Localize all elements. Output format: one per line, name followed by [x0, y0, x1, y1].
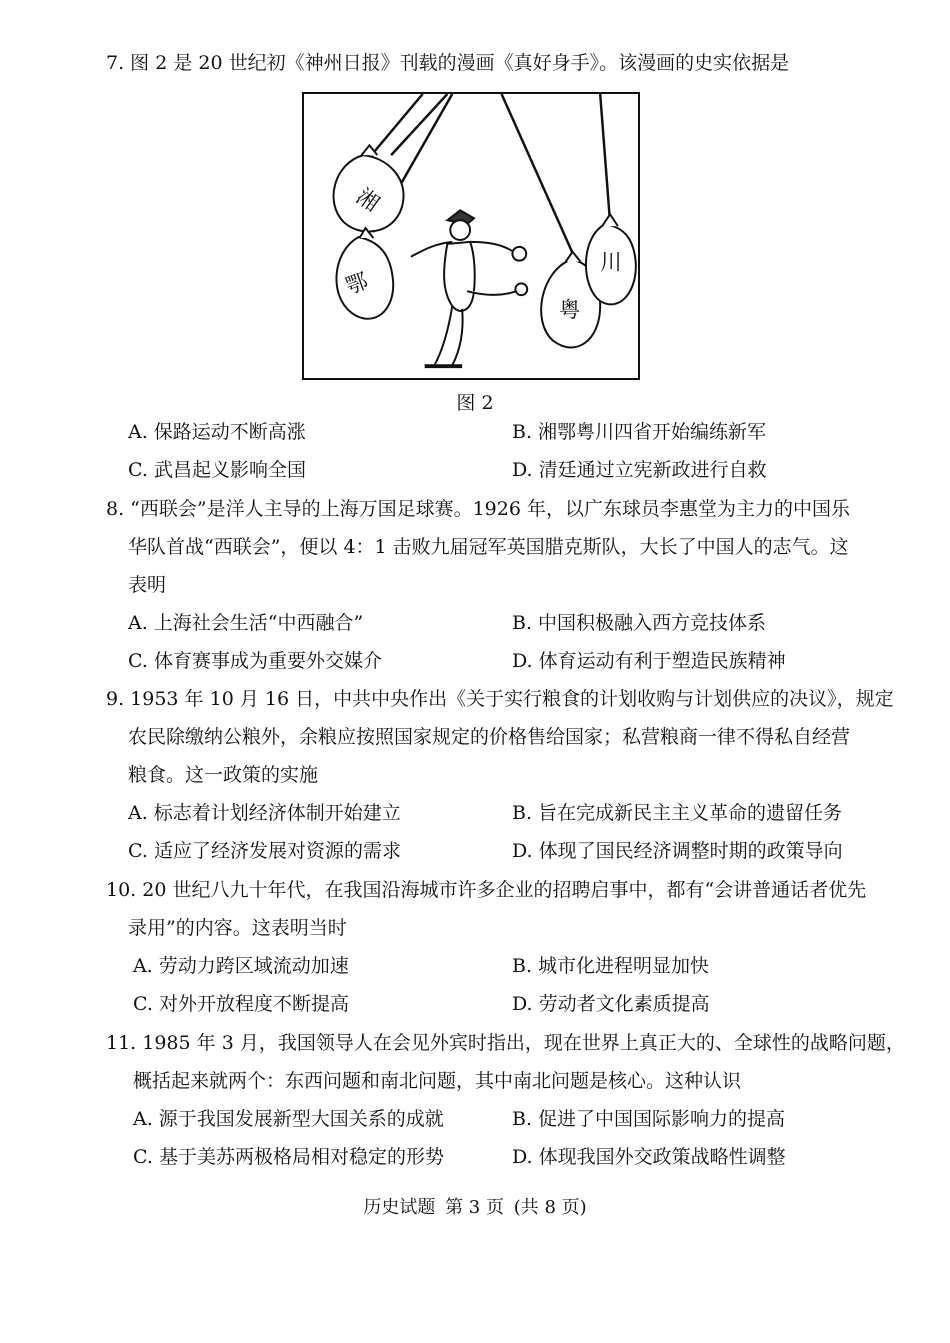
string-yue: [502, 94, 576, 260]
question-8-option-b: B. 中国积极融入西方竞技体系: [512, 612, 767, 634]
question-7-option-a: A. 保路运动不断高涨: [128, 421, 306, 443]
question-8-option-c: C. 体育赛事成为重要外交媒介: [128, 650, 382, 672]
question-11-option-c: C. 基于美苏两极格局相对稳定的形势: [133, 1146, 444, 1168]
question-11-option-d: D. 体现我国外交政策战略性调整: [512, 1146, 786, 1168]
question-8-stem-line-3: 表明: [128, 574, 167, 596]
question-7-stem: 7. 图 2 是 20 世纪初《神州日报》刊载的漫画《真好身手》。该漫画的史实依据是: [106, 52, 790, 74]
question-9-stem-line-1: 9. 1953 年 10 月 16 日，中共中央作出《关于实行粮食的计划收购与计划供应的决议》，规定: [106, 688, 894, 710]
question-11-option-b: B. 促进了中国国际影响力的提高: [512, 1108, 786, 1130]
bag-label-e: 鄂: [342, 268, 372, 300]
footer-total: (共 8 页): [513, 1197, 587, 1218]
question-11-stem-line-1: 11. 1985 年 3 月，我国领导人在会见外宾时指出，现在世界上真正大的、全球性的战略问题，: [106, 1032, 905, 1054]
question-10-option-d: D. 劳动者文化素质提高: [512, 993, 710, 1015]
question-9-option-c: C. 适应了经济发展对资源的需求: [128, 840, 401, 862]
string-xiang-2: [391, 94, 447, 155]
footer-page: 第 3 页: [445, 1197, 504, 1218]
question-10-option-a: A. 劳动力跨区域流动加速: [133, 955, 349, 977]
fighter-figure: [411, 210, 527, 366]
page-footer: [0, 1196, 950, 1220]
bag-label-xiang: 湘: [351, 184, 384, 218]
question-10-stem-line-1: 10. 20 世纪八九十年代，在我国沿海城市许多企业的招聘启事中，都有“会讲普通话者优先: [106, 879, 867, 901]
bag-label-chuan: 川: [600, 250, 622, 276]
question-11-stem-line-2: 概括起来就两个：东西问题和南北问题，其中南北问题是核心。这种认识: [133, 1070, 742, 1092]
bag-label-yue: 粤: [558, 297, 581, 323]
question-8-option-d: D. 体育运动有利于塑造民族精神: [512, 650, 786, 672]
question-9-option-b: B. 旨在完成新民主主义革命的遗留任务: [512, 802, 843, 824]
question-10-stem-line-2: 录用”的内容。这表明当时: [128, 917, 347, 939]
question-10-option-b: B. 城市化进程明显加快: [512, 955, 710, 977]
question-9-stem-line-3: 粮食。这一政策的实施: [128, 764, 319, 786]
question-7-option-d: D. 清廷通过立宪新政进行自救: [512, 459, 767, 481]
question-7-option-b: B. 湘鄂粤川四省开始编练新军: [512, 421, 767, 443]
question-8-stem-line-1: 8. “西联会”是洋人主导的上海万国足球赛。1926 年，以广东球员李惠堂为主力的中国乐: [106, 498, 850, 520]
question-8-stem-line-2: 华队首战“西联会”，便以 4：1 击败九届冠军英国腊克斯队，大长了中国人的志气。这: [128, 536, 849, 558]
question-11-option-a: A. 源于我国发展新型大国关系的成就: [133, 1108, 444, 1130]
question-10-option-c: C. 对外开放程度不断提高: [133, 993, 349, 1015]
bag-e: [336, 228, 393, 319]
footer-subject: 历史试题: [363, 1197, 436, 1218]
cartoon-drawing: [304, 94, 638, 378]
string-xiang: [371, 94, 422, 155]
cartoon-figure: [302, 92, 640, 380]
question-8-option-a: A. 上海社会生活“中西融合”: [128, 612, 364, 634]
string-chuan: [600, 94, 610, 222]
question-9-option-d: D. 体现了国民经济调整时期的政策导向: [512, 840, 843, 862]
figure-caption: 图 2: [456, 392, 494, 414]
question-9-option-a: A. 标志着计划经济体制开始建立: [128, 802, 401, 824]
question-7-option-c: C. 武昌起义影响全国: [128, 459, 306, 481]
question-9-stem-line-2: 农民除缴纳公粮外，余粮应按照国家规定的价格售给国家；私营粮商一律不得私自经营: [128, 726, 851, 748]
